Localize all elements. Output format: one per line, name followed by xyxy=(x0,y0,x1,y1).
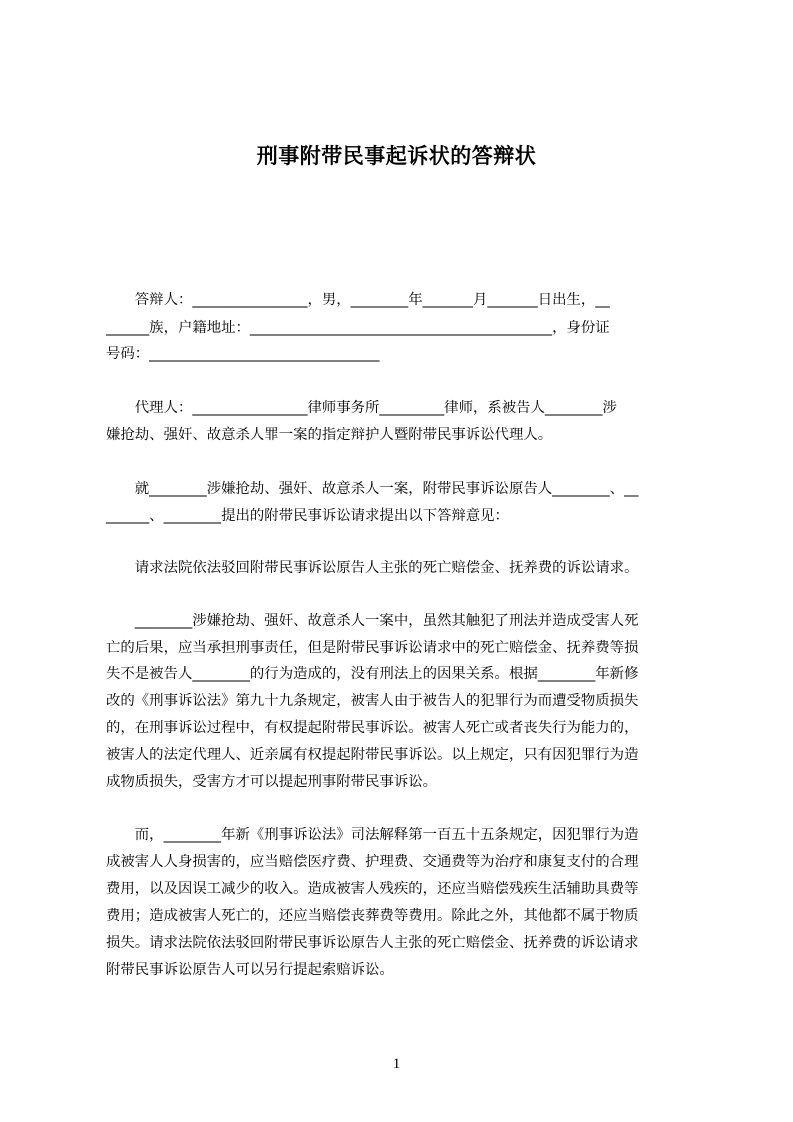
body-line: ______、________提出的附带民事诉讼请求提出以下答辩意见： xyxy=(106,508,509,524)
page-number: 1 xyxy=(392,1056,401,1072)
body-line: 费用；造成被害人死亡的，还应当赔偿丧葬费等费用。除此之外，其他都不属于物质 xyxy=(106,908,639,924)
body-line: 嫌抢劫、强奸、故意杀人罪一案的指定辩护人暨附带民事诉讼代理人。 xyxy=(106,427,553,443)
body-line: 亡的后果，应当承担刑事责任，但是附带民事诉讼请求中的死亡赔偿金、抚养费等损 xyxy=(106,640,639,656)
body-line: 的，在刑事诉讼过程中，有权提起附带民事诉讼。被害人死亡或者丧失行为能力的， xyxy=(106,720,639,736)
body-line: 成被害人人身损害的，应当赔偿医疗费、护理费、交通费等为治疗和康复支付的合理 xyxy=(106,854,639,870)
body-line: 费用，以及因误工减少的收入。造成被害人残疾的，还应当赔偿残疾生活辅助具费等 xyxy=(106,881,639,897)
body-line: 损失。请求法院依法驳回附带民事诉讼原告人主张的死亡赔偿金、抚养费的诉讼请求 xyxy=(106,935,639,951)
body-line: 改的《刑事诉讼法》第九十九条规定，被害人由于被告人的犯罪行为而遭受物质损失 xyxy=(106,693,639,709)
body-line: 而，________年新《刑事诉讼法》司法解释第一百五十五条规定，因犯罪行为造 xyxy=(106,827,639,843)
body-line: 就________涉嫌抢劫、强奸、故意杀人一案，附带民事诉讼原告人________、__ xyxy=(106,481,639,497)
document-title: 刑事附带民事起诉状的答辩状 xyxy=(256,144,537,168)
body-line: 号码：________________________________ xyxy=(106,346,380,362)
body-line: 被害人的法定代理人、近亲属有权提起附带民事诉讼。以上规定，只有因犯罪行为造 xyxy=(106,747,639,763)
body-line: ______族，户籍地址：__________________________________________，身份证 xyxy=(106,320,610,336)
body-line: ________涉嫌抢劫、强奸、故意杀人一案中，虽然其触犯了刑法并造成受害人死 xyxy=(106,613,639,629)
body-line: 答辩人：________________，男，________年_______月_______日出生，__ xyxy=(106,292,610,308)
body-line: 请求法院依法驳回附带民事诉讼原告人主张的死亡赔偿金、抚养费的诉讼请求。 xyxy=(106,560,639,576)
body-line: 失不是被告人________的行为造成的，没有刑法上的因果关系。根据________年新修 xyxy=(106,666,639,682)
body-line: 代理人：________________律师事务所_________律师，系被告人________涉 xyxy=(106,400,617,416)
body-line: 附带民事诉讼原告人可以另行提起索赔诉讼。 xyxy=(106,962,394,978)
body-line: 成物质损失，受害方才可以提起刑事附带民事诉讼。 xyxy=(106,774,437,790)
